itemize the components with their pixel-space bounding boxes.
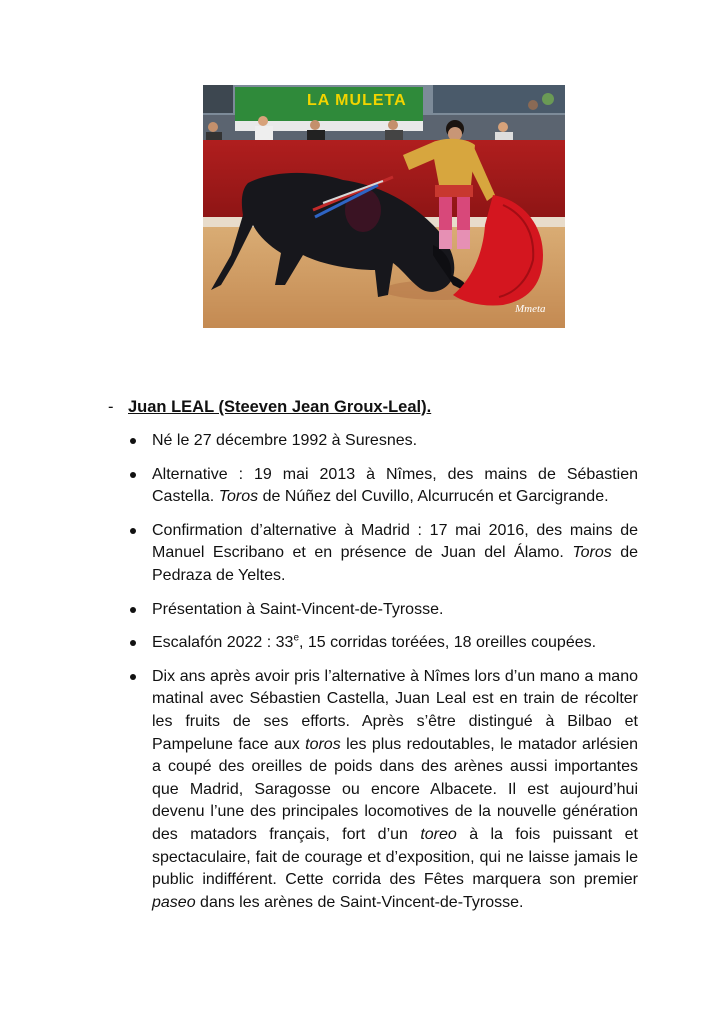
bullet-icon — [130, 674, 136, 680]
bullet-list — [130, 430, 638, 925]
bullet-text: de Pedraza de Yeltes. — [152, 544, 638, 584]
italic-term: toros — [305, 735, 341, 753]
bullet-text: Présentation à Saint-Vincent-de-Tyrosse. — [152, 600, 444, 618]
list-item — [130, 666, 638, 915]
bullet-icon — [130, 472, 136, 478]
bullet-text: de Núñez del Cuvillo, Alcurrucén et Garcigrande. — [258, 488, 609, 506]
bullet-text: les plus redoutables, le matador arlésien a coupé des oreilles de poids dans des arènes aussi importantes que Madrid, Saragosse ou encore Albacete. Il est aujourd’hui devenu l’une des principales locomotives de la nouvelle génération des matadors français, fort d’un — [152, 735, 639, 843]
matador-name: Juan LEAL (Steeven Jean Groux-Leal). — [128, 398, 432, 416]
bullet-text: à la fois puissant et spectaculaire, fait de courage et d’exposition, qui ne laisse jamais le public indifférent. Cette corrida des Fêtes marquera son premier — [152, 825, 638, 889]
list-item — [130, 520, 638, 588]
list-item — [130, 599, 638, 622]
list-item — [130, 632, 638, 655]
bullet-text: dans les arènes de Saint-Vincent-de-Tyrosse. — [195, 893, 524, 911]
list-item — [130, 430, 638, 453]
heading-dash: - — [108, 398, 114, 416]
bullet-text: Dix ans après avoir pris l’alternative à Nîmes lors d’un mano a mano matinal avec Sébastien Castella, Juan Leal est en train de récolter les fruits de ses efforts. Après s’être distingué à Bilbao et Pampelune face aux — [152, 667, 638, 753]
bullet-icon — [130, 438, 136, 444]
banner-text: LA MULETA — [307, 92, 407, 109]
bullet-icon — [130, 528, 136, 534]
ordinal-superscript: e — [293, 632, 299, 644]
italic-term: Toros — [572, 544, 612, 562]
italic-term: paseo — [152, 893, 196, 911]
bullet-text: Né le 27 décembre 1992 à Suresnes. — [152, 432, 418, 449]
bullet-text: , 15 corridas toréées, 18 oreilles coupées. — [299, 634, 597, 652]
bullet-text: Confirmation d’alternative à Madrid : 17 mai 2016, des mains de Manuel Escribano et en présence de Juan del Álamo. — [152, 521, 638, 562]
italic-term: Toros — [218, 488, 259, 506]
italic-term: toreo — [420, 825, 457, 843]
photographer-signature: Mmeta — [515, 303, 546, 315]
bullet-text: Escalafón 2022 : 33 — [152, 634, 294, 652]
list-item — [130, 464, 638, 509]
bullet-icon — [130, 607, 136, 613]
bullet-text: Alternative : 19 mai 2013 à Nîmes, des mains de Sébastien Castella. — [152, 465, 638, 506]
bullfight-photo — [203, 85, 565, 328]
bullet-icon — [130, 640, 136, 646]
